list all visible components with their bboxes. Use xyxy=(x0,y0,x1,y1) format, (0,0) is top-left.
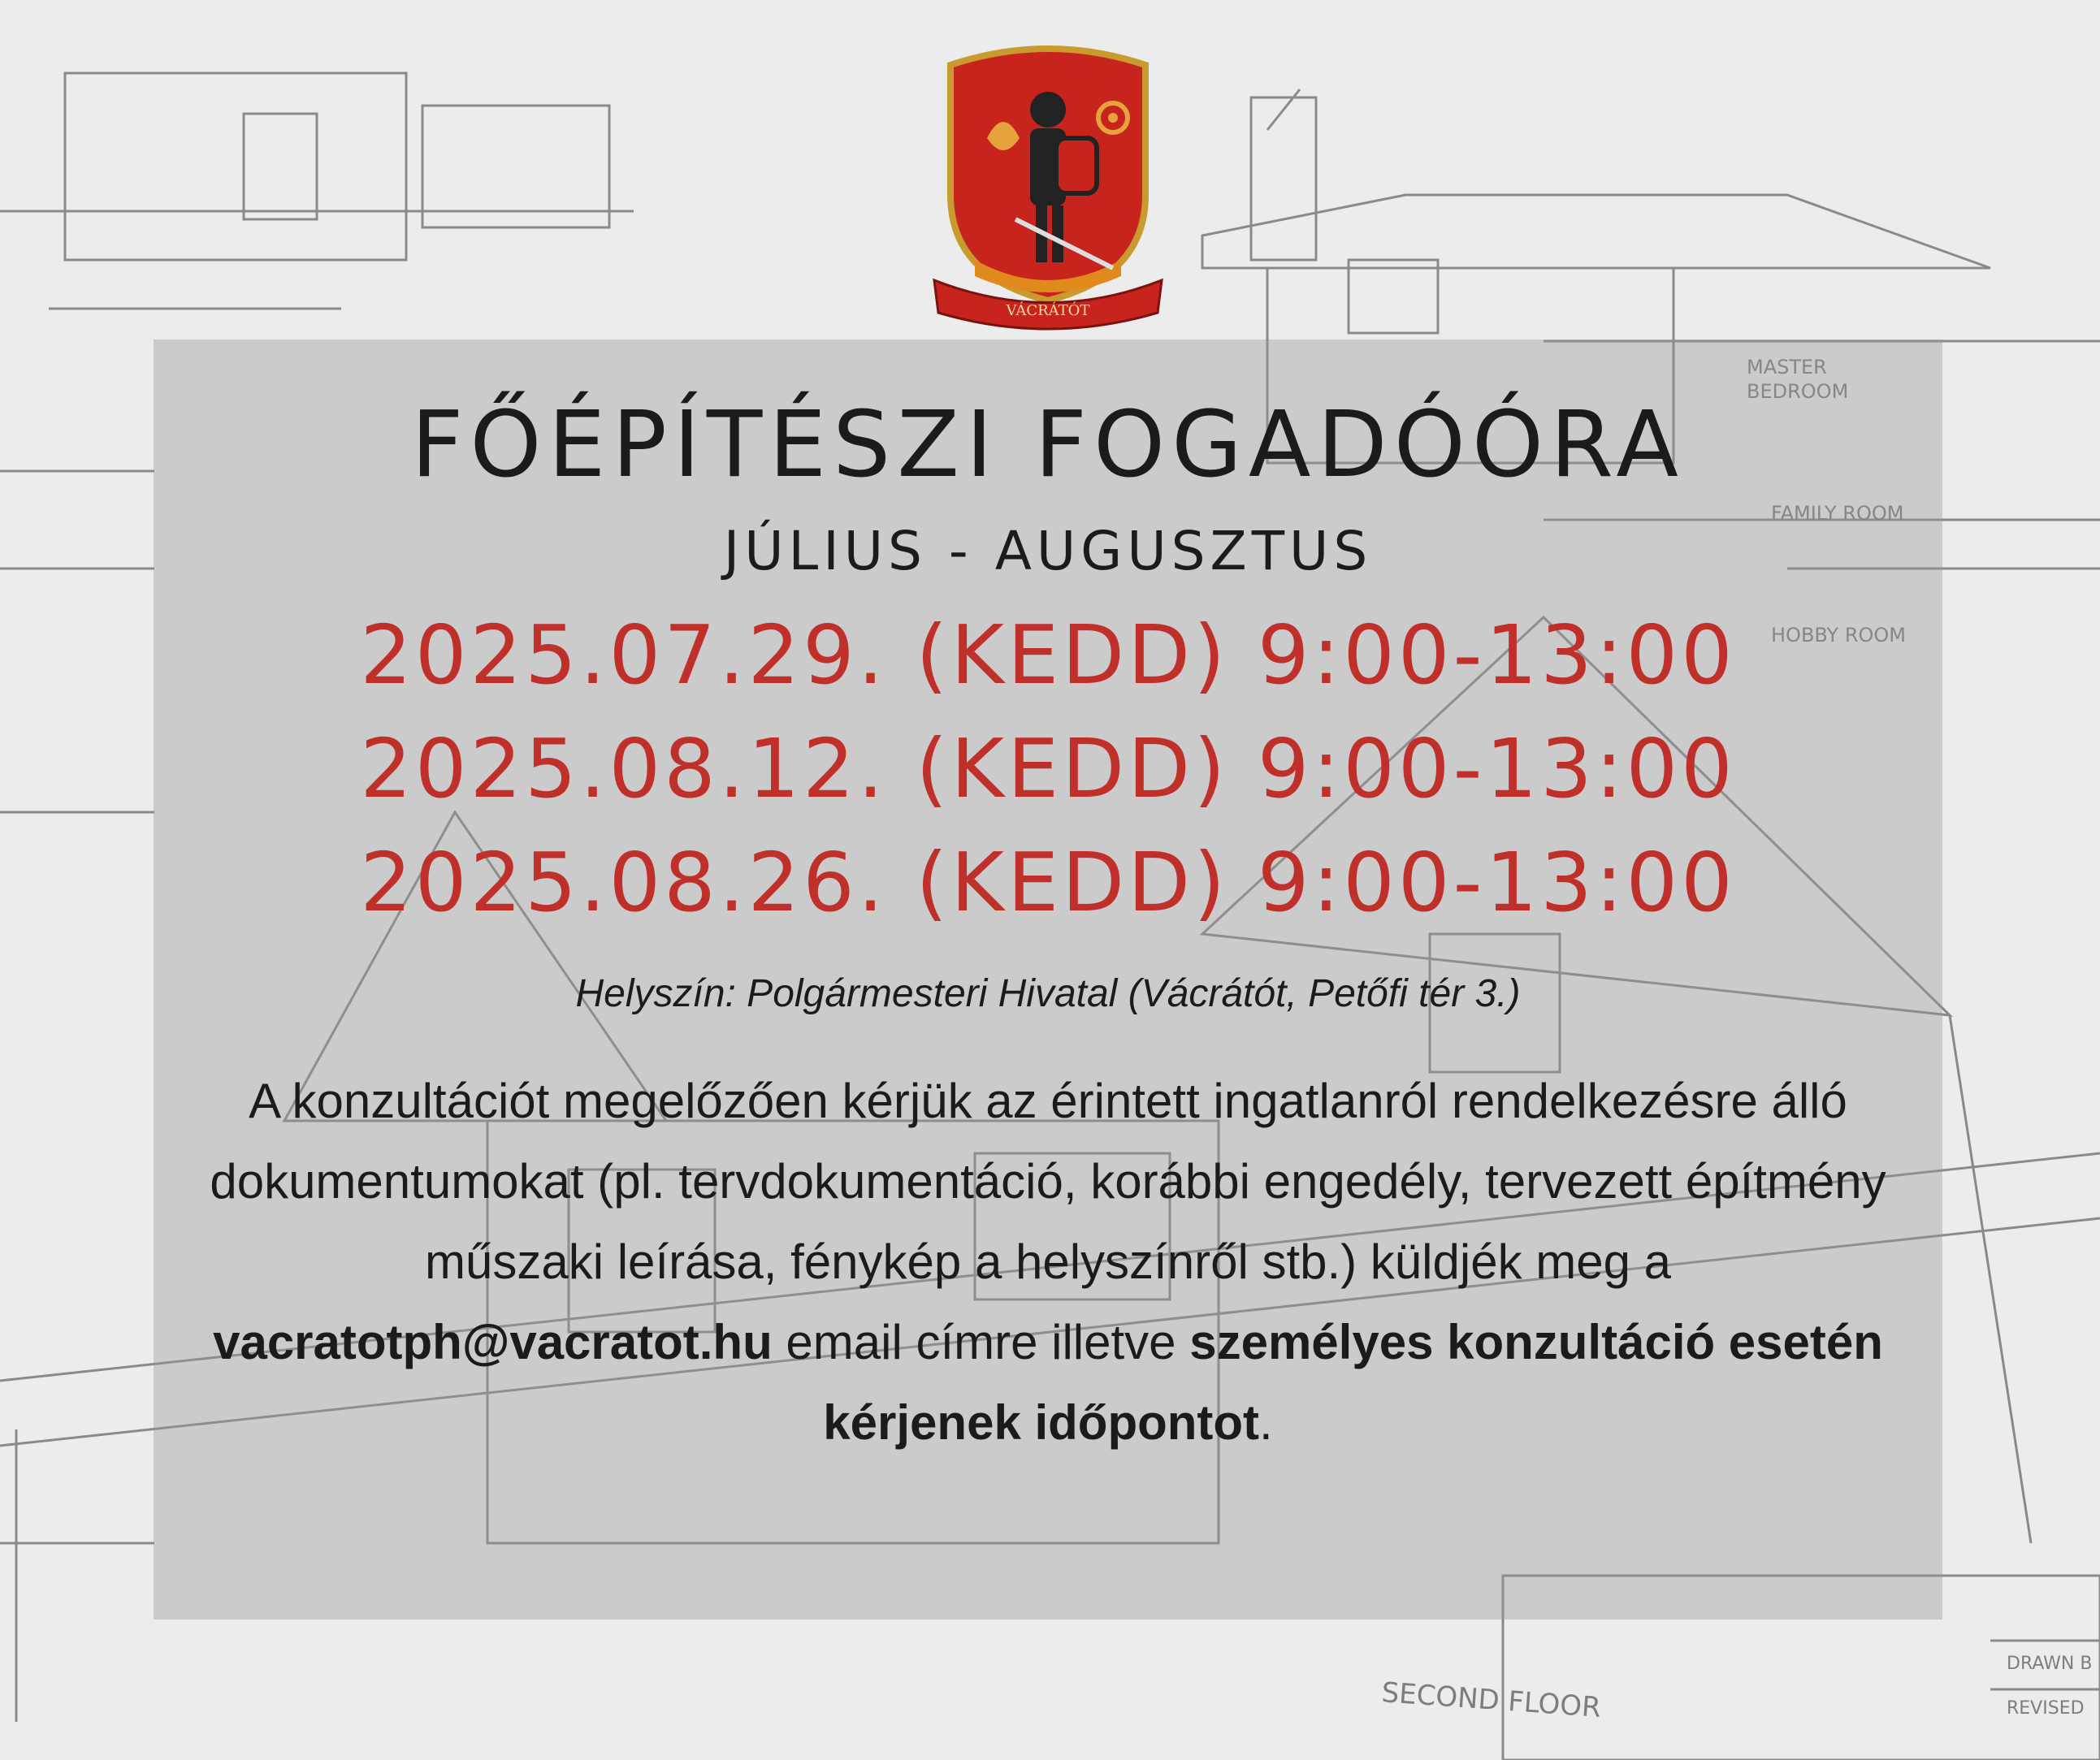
page-title: FŐÉPÍTÉSZI FOGADÓÓRA xyxy=(411,392,1685,498)
location-text: Helyszín: Polgármesteri Hivatal (Vácrátót, Petőfi tér 3.) xyxy=(575,972,1521,1015)
instructions-text-2: email címre illetve xyxy=(772,1315,1190,1369)
instructions-text-3: . xyxy=(1259,1395,1273,1450)
svg-text:BEDROOM: BEDROOM xyxy=(1747,380,1849,403)
email-address[interactable]: vacratotph@vacratot.hu xyxy=(213,1315,773,1369)
coat-of-arms-logo xyxy=(926,32,1170,333)
announcement-panel xyxy=(154,339,1942,1619)
appointment-emphasis: személyes konzultáció esetén kérjenek időpontot xyxy=(823,1315,1883,1450)
date-range-subtitle: JÚLIUS - AUGUSZTUS xyxy=(723,520,1373,582)
svg-text:HOBBY ROOM: HOBBY ROOM xyxy=(1771,624,1907,646)
date-line-3: 2025.08.26. (KEDD) 9:00-13:00 xyxy=(360,835,1736,930)
date-line-2: 2025.08.12. (KEDD) 9:00-13:00 xyxy=(360,721,1736,816)
svg-text:DRAWN B: DRAWN B xyxy=(2007,1654,2093,1674)
date-line-1: 2025.07.29. (KEDD) 9:00-13:00 xyxy=(360,608,1736,703)
svg-text:FAMILY ROOM: FAMILY ROOM xyxy=(1771,502,1904,525)
crest-banner-text: VÁCRÁTÓT xyxy=(1006,302,1090,319)
instructions-text-1: A konzultációt megelőzően kérjük az érintett ingatlanról rendelkezésre álló dokumentumokat (pl. tervdokumentáció, korábbi engedély, tervezett építmény műszaki leírása, fénykép a helyszínről stb.) küldjék meg a xyxy=(210,1074,1886,1289)
svg-text:SECOND FLOOR: SECOND FLOOR xyxy=(1380,1676,1602,1724)
svg-text:REVISED: REVISED xyxy=(2007,1698,2085,1719)
svg-text:MASTER: MASTER xyxy=(1747,356,1827,378)
instructions-paragraph xyxy=(178,1061,1918,1463)
